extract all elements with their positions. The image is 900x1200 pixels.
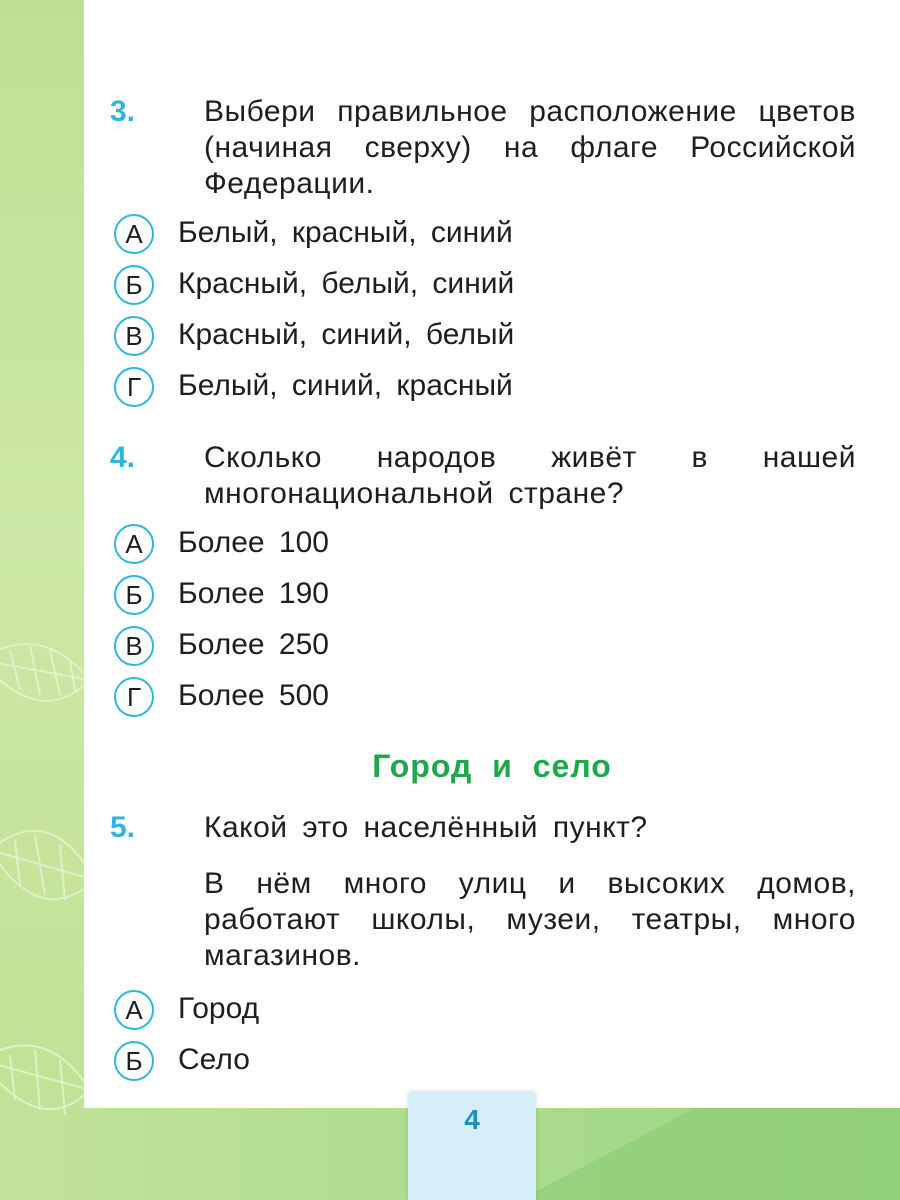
question-text: Выбери правильное расположение цветов (начиная сверху) на флаге Российской Федерации. [204, 95, 856, 200]
question-number: 3. [110, 95, 136, 128]
option-text: Красный, синий, белый [178, 318, 515, 351]
option-text: Город [178, 992, 260, 1025]
question-text: Какой это населённый пункт? [204, 811, 648, 844]
option-letter-circle: Г [114, 677, 154, 717]
answer-option-a[interactable] [114, 214, 814, 258]
option-text: Более 250 [178, 628, 329, 661]
question-number: 5. [110, 811, 136, 844]
option-text: Белый, синий, красный [178, 369, 513, 402]
question-number: 4. [110, 441, 136, 474]
option-letter-circle: Б [114, 575, 154, 615]
option-text: Белый, красный, синий [178, 216, 513, 249]
answer-option-g[interactable] [114, 367, 814, 411]
answer-option-a[interactable] [114, 524, 814, 568]
section-title: Город и село [372, 748, 612, 784]
answer-option-b[interactable] [114, 1041, 814, 1085]
answer-option-g[interactable] [114, 677, 814, 721]
option-letter-circle: Б [114, 1041, 154, 1081]
leaf-decoration-icon [0, 600, 90, 1200]
answer-option-b[interactable] [114, 265, 814, 309]
page-sheet [84, 0, 900, 1108]
option-letter-circle: В [114, 626, 154, 666]
option-text: Более 500 [178, 679, 329, 712]
answer-option-b[interactable] [114, 575, 814, 619]
question-text: Сколько народов живёт в нашей многонациональной стране? [204, 441, 856, 510]
option-letter-circle: А [114, 990, 154, 1030]
answer-option-a[interactable] [114, 990, 814, 1034]
answer-option-v[interactable] [114, 316, 814, 360]
page-number: 4 [464, 1104, 480, 1135]
option-text: Красный, белый, синий [178, 267, 515, 300]
option-letter-circle: А [114, 524, 154, 564]
option-text: Более 190 [178, 577, 329, 610]
question-subtext: В нём много улиц и высоких домов, работают школы, музеи, театры, много магазинов. [204, 867, 856, 972]
answer-option-v[interactable] [114, 626, 814, 670]
option-letter-circle: Г [114, 367, 154, 407]
option-text: Село [178, 1043, 250, 1076]
option-text: Более 100 [178, 526, 329, 559]
option-letter-circle: А [114, 214, 154, 254]
option-letter-circle: В [114, 316, 154, 356]
page-number-tab [408, 1092, 536, 1200]
option-letter-circle: Б [114, 265, 154, 305]
